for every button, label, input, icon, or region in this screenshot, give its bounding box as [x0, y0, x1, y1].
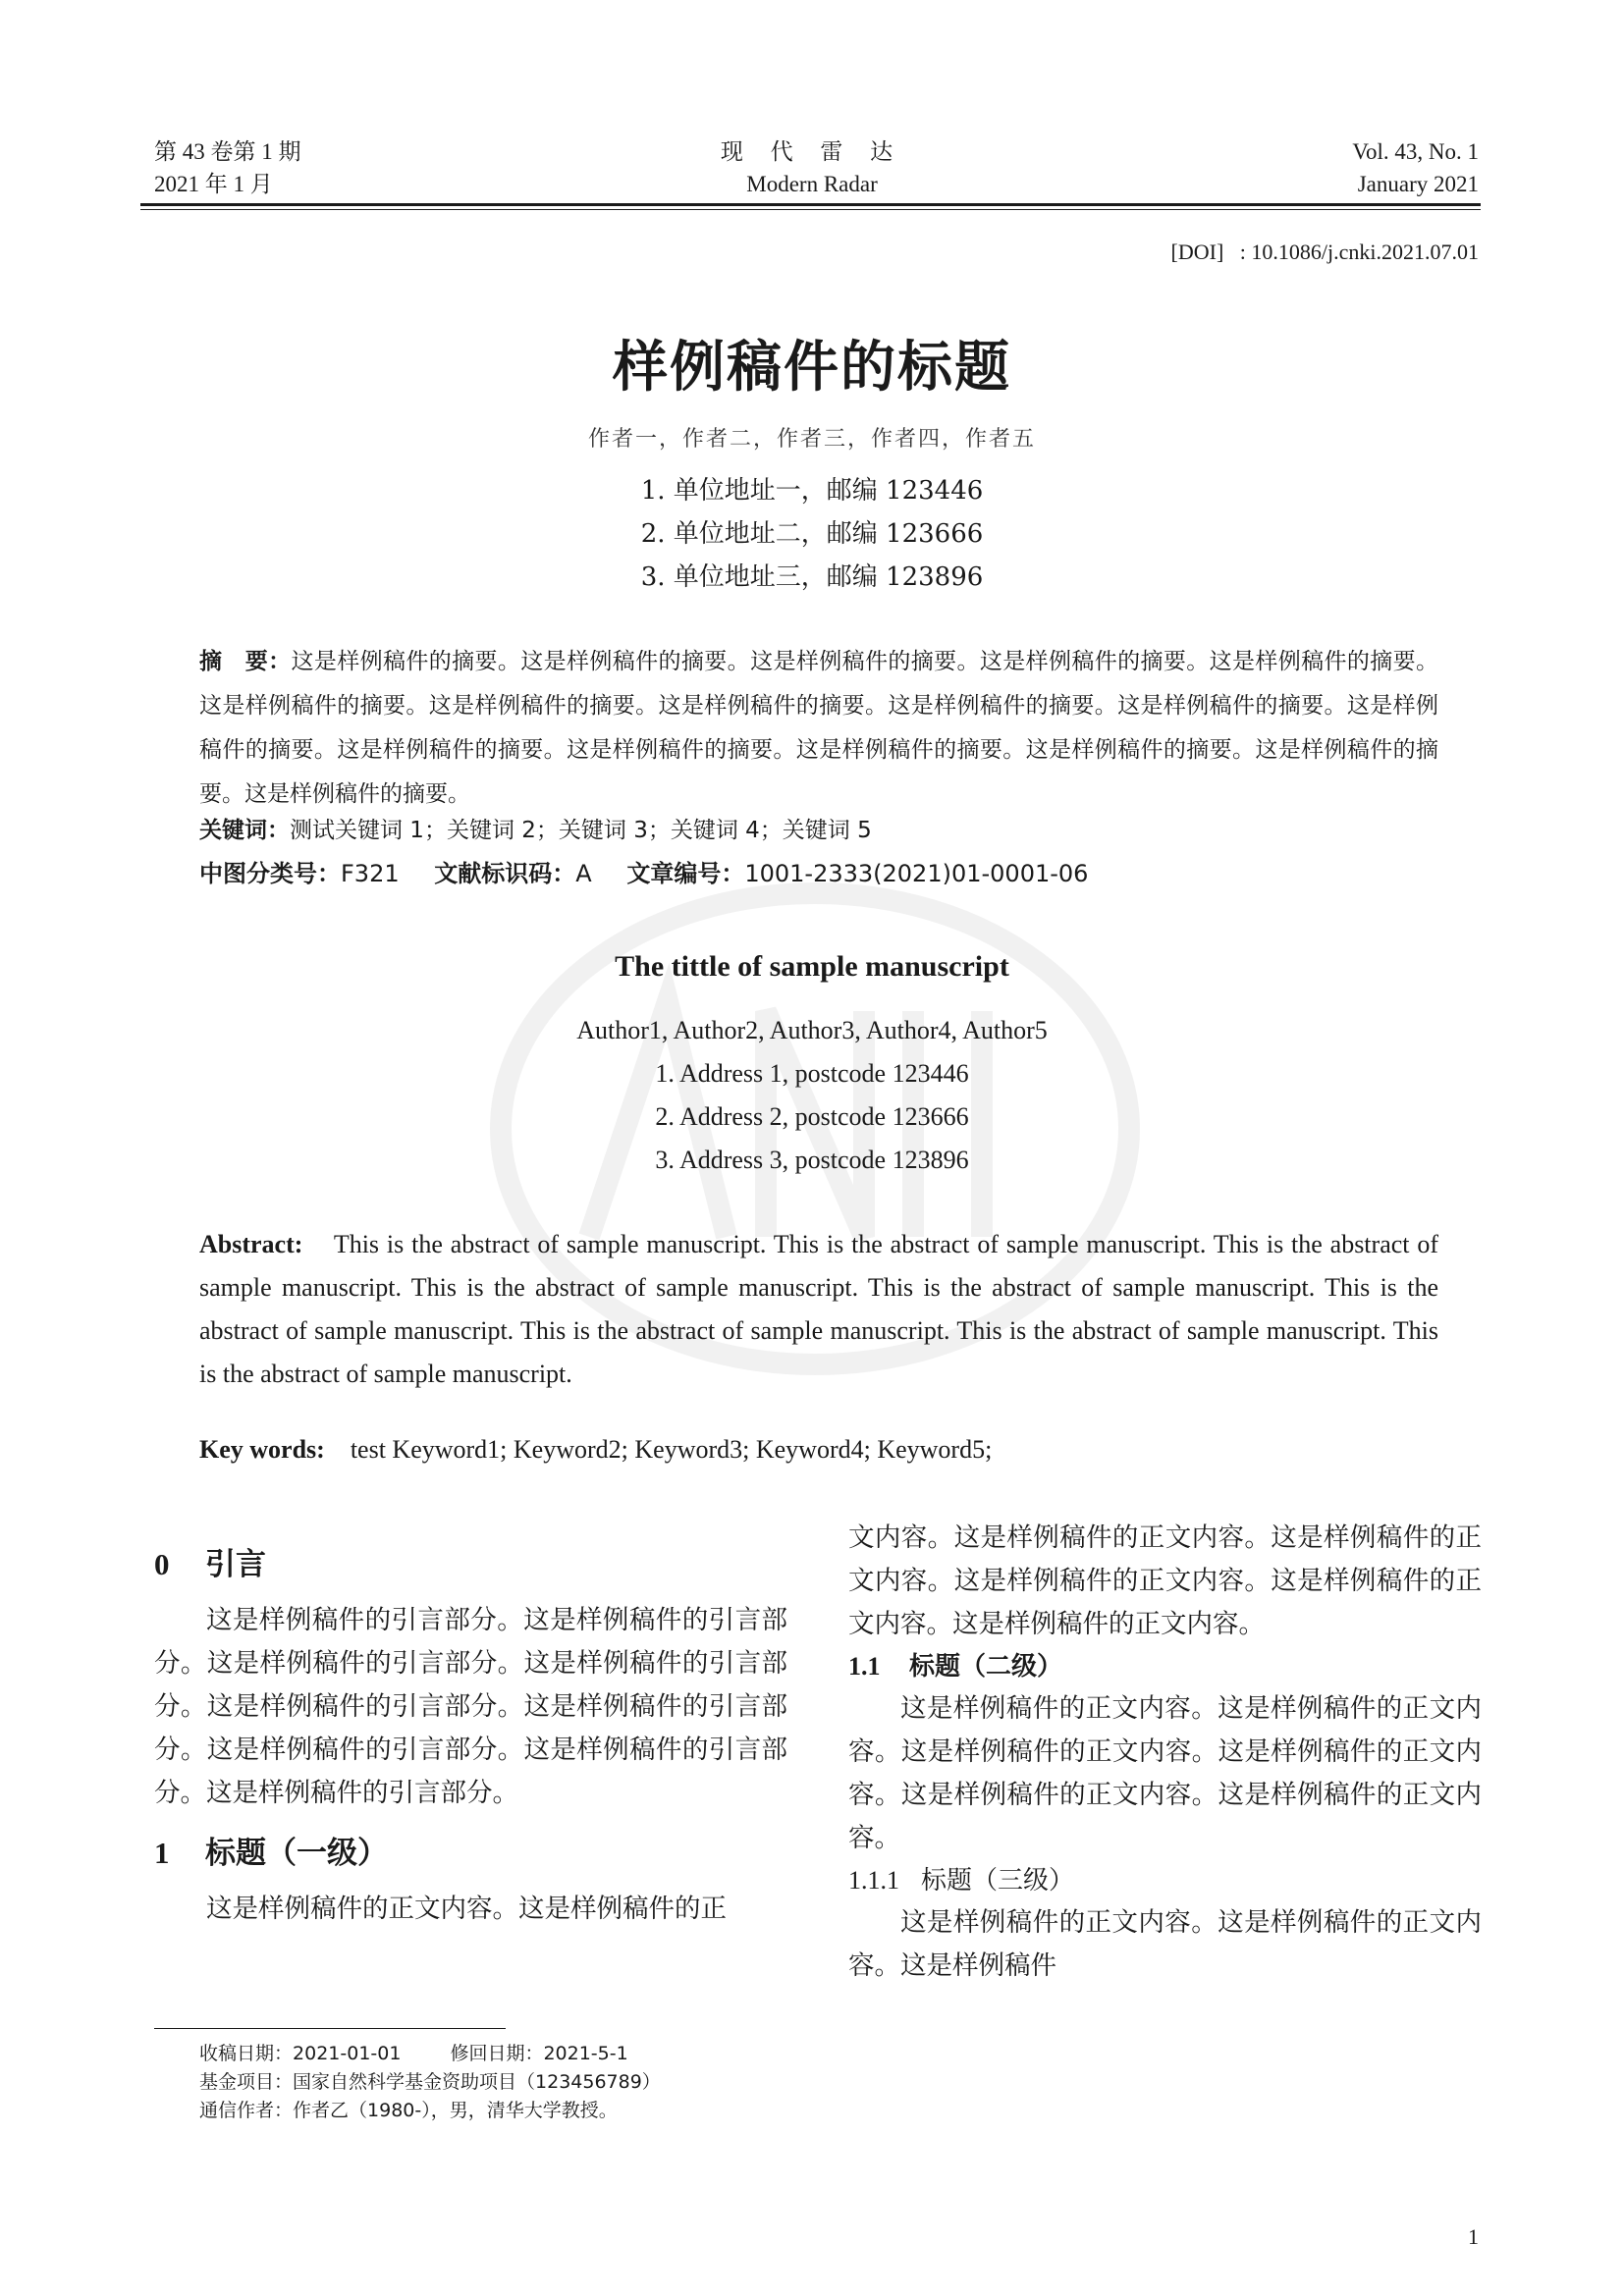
issue-date: 2021 年 1 月: [154, 172, 273, 196]
journal-issue-info-en: [1352, 135, 1479, 200]
authors-en: Author1, Author2, Author3, Author4, Author5: [576, 1016, 1048, 1044]
address-cn: 2. 单位地址二，邮编 123666: [640, 519, 984, 549]
abstract-en-text: This is the abstract of sample manuscript. This is the abstract of sample manuscript. This is the abstract of sample manuscript. This is the abstract of sample manuscript. This is the abstract of sample manuscript. This is the abstract of sample manuscript. This is the abstract of sample manuscript. This is the abstract of sample manuscript. This is the abstract of sample manuscript.: [199, 1230, 1439, 1388]
footnotes: [199, 2040, 661, 2125]
paragraph: 这是样例稿件的正文内容。这是样例稿件的正: [206, 1894, 727, 1924]
issue-date-en: January 2021: [1357, 172, 1479, 196]
paragraph: 文内容。这是样例稿件的正文内容。这是样例稿件的正文内容。这是样例稿件的正文内容。这是样例稿件的正文内容。这是样例稿件的正文内容。: [848, 1522, 1482, 1639]
issue-volume-en: Vol. 43, No. 1: [1352, 139, 1479, 164]
fund-label: 基金项目：: [199, 2071, 294, 2093]
section-number: 1: [154, 1836, 170, 1870]
subsubsection-title: 标题（三级）: [921, 1866, 1075, 1896]
header-rule-thick: [140, 203, 1481, 206]
header-rule-thin: [140, 209, 1481, 210]
corresponding-label: 通信作者：: [199, 2100, 294, 2121]
classification-line: [199, 854, 1115, 888]
paragraph: 这是样例稿件的引言部分。这是样例稿件的引言部分。这是样例稿件的引言部分。这是样例稿件的引言部分。这是样例稿件的引言部分。这是样例稿件的引言部分。这是样例稿件的引言部分。这是样例稿件的引言部分。这是样例稿件的引言部分。: [154, 1605, 787, 1808]
keywords-en-label: Key words:: [199, 1435, 325, 1464]
fund-value: 国家自然科学基金资助项目（123456789）: [293, 2071, 661, 2093]
journal-issue-info: [154, 135, 301, 200]
clc-label: 中图分类号：: [199, 860, 341, 887]
abstract-cn-label: 摘 要：: [199, 649, 292, 674]
article-no-label: 文章编号：: [626, 860, 745, 887]
subsection-heading: [848, 1646, 1482, 1687]
footnote-corresponding: [199, 2097, 661, 2125]
subsubsection-heading: [848, 1860, 1482, 1901]
page-number: 1: [1468, 2224, 1479, 2249]
address-en: 2. Address 2, postcode 123666: [655, 1102, 969, 1131]
abstract-en: [199, 1223, 1438, 1396]
footnote-fund: [199, 2068, 661, 2097]
doi: [DOI] : 10.1086/j.cnki.2021.07.01: [1170, 240, 1479, 264]
keywords-en: [199, 1435, 992, 1465]
paragraph: 这是样例稿件的正文内容。这是样例稿件的正文内容。这是样例稿件的正文内容。这是样例稿件的正文内容。这是样例稿件的正文内容。这是样例稿件的正文内容。: [848, 1693, 1482, 1853]
abstract-en-label: Abstract:: [199, 1230, 303, 1258]
abstract-cn-text: 这是样例稿件的摘要。这是样例稿件的摘要。这是样例稿件的摘要。这是样例稿件的摘要。这是样例稿件的摘要。这是样例稿件的摘要。这是样例稿件的摘要。这是样例稿件的摘要。这是样例稿件的摘要。这是样例稿件的摘要。这是样例稿件的摘要。这是样例稿件的摘要。这是样例稿件的摘要。这是样例稿件的摘要。这是样例稿件的摘要。这是样例稿件的摘要。这是样例稿件的摘要。: [199, 649, 1439, 807]
keywords-cn-label: 关键词：: [199, 818, 290, 843]
subsection-title: 标题（二级）: [909, 1652, 1063, 1682]
abstract-cn: [199, 640, 1438, 817]
revised-label: 修回日期：: [450, 2043, 544, 2064]
received-label: 收稿日期：: [199, 2043, 294, 2064]
addresses-cn: [0, 469, 1624, 599]
paper-title-cn: 样例稿件的标题: [613, 336, 1011, 400]
keywords-cn-text: 测试关键词 1；关键词 2；关键词 3；关键词 4；关键词 5: [290, 818, 872, 843]
authors-addresses-en: [0, 1009, 1624, 1182]
address-en: 3. Address 3, postcode 123896: [655, 1146, 969, 1174]
journal-name-cn: 现 代 雷 达: [720, 139, 904, 164]
body-column-right: [848, 1517, 1482, 1988]
address-cn: 3. 单位地址三，邮编 123896: [640, 562, 984, 592]
body-column-left: [154, 1526, 787, 1931]
subsubsection-number: 1.1.1: [848, 1866, 899, 1895]
section-number: 0: [154, 1547, 170, 1581]
doc-code-value: A: [575, 860, 592, 887]
journal-name: [616, 135, 1008, 200]
subsection-number: 1.1: [848, 1652, 881, 1681]
address-cn: 1. 单位地址一，邮编 123446: [640, 476, 984, 506]
paper-title-en: The tittle of sample manuscript: [615, 950, 1009, 983]
section-heading: [154, 1829, 787, 1878]
section-title: 标题（一级）: [205, 1836, 388, 1871]
revised-date: 2021-5-1: [543, 2043, 628, 2064]
section-heading: [154, 1540, 787, 1589]
article-no-value: 1001-2333(2021)01-0001-06: [744, 860, 1089, 887]
footnote-rule: [154, 2028, 506, 2029]
keywords-cn: [199, 809, 1438, 853]
clc-value: F321: [341, 860, 400, 887]
paragraph: 这是样例稿件的正文内容。这是样例稿件的正文内容。这是样例稿件: [848, 1907, 1482, 1981]
authors-cn: 作者一，作者二，作者三，作者四，作者五: [587, 427, 1036, 452]
corresponding-value: 作者乙（1980-），男，清华大学教授。: [293, 2100, 618, 2121]
issue-volume: 第 43 卷第 1 期: [154, 139, 301, 164]
received-date: 2021-01-01: [293, 2043, 402, 2064]
section-title: 引言: [205, 1547, 266, 1582]
footnote-dates: [199, 2040, 661, 2068]
journal-name-en: Modern Radar: [746, 172, 878, 196]
address-en: 1. Address 1, postcode 123446: [655, 1059, 969, 1088]
keywords-en-text: test Keyword1; Keyword2; Keyword3; Keyword4; Keyword5;: [350, 1435, 993, 1464]
doc-code-label: 文献标识码：: [434, 860, 576, 887]
